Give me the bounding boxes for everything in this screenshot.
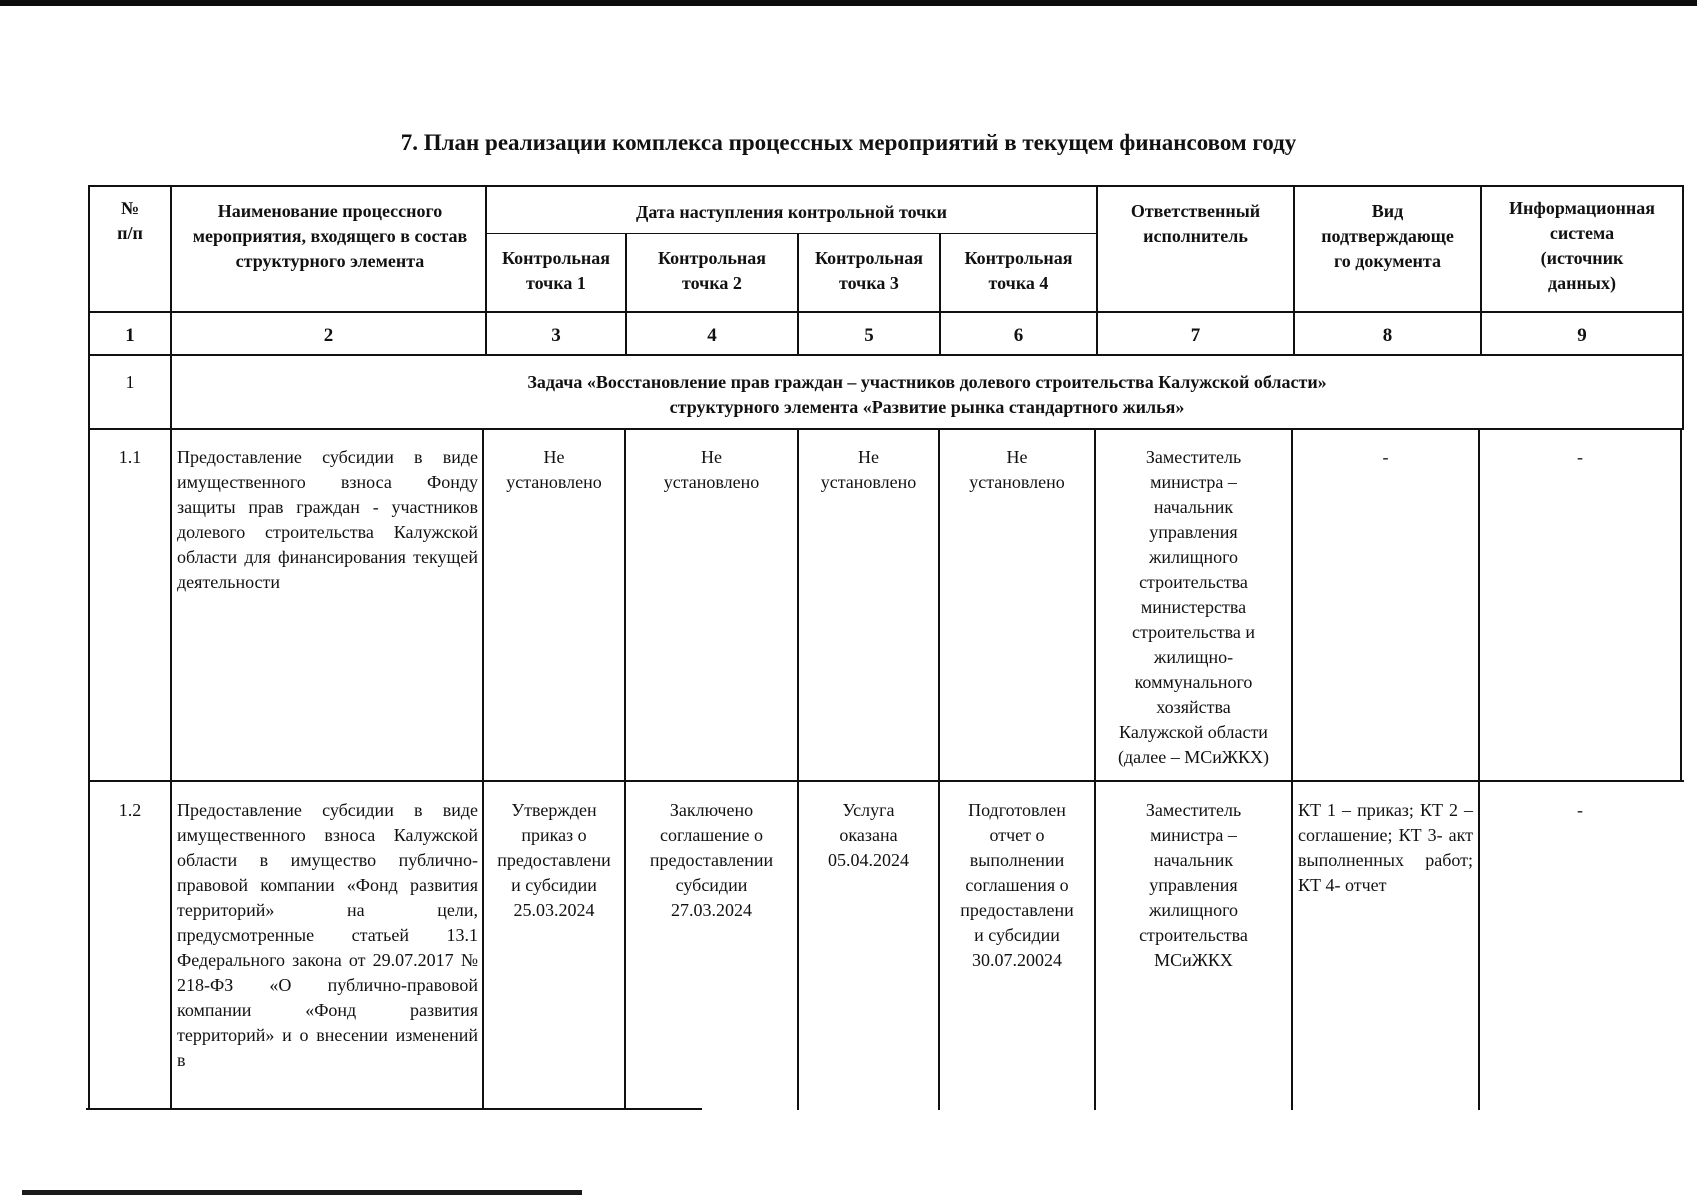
header-information-system: Информационная система (источник данных) [1509, 198, 1655, 293]
responsible-executor: Заместитель министра – начальник управления жилищного строительства министерства строительства и жилищно- коммунального хозяйства Калужской области (далее – МСиЖКХ) [1117, 447, 1270, 767]
header-checkpoint-date-group: Дата наступления контрольной точки [635, 202, 948, 222]
column-number: 5 [864, 325, 874, 346]
checkpoint-2-value: Заключено соглашение о предоставлении субсидии 27.03.2024 [649, 800, 774, 920]
row-number: 1.1 [118, 447, 142, 467]
activity-name: Предоставление субсидии в виде имущественного взноса Фонду защиты прав граждан - участников долевого строительства Калужской области для финансирования текущей деятельности [177, 447, 478, 592]
header-responsible: Ответственный исполнитель [1130, 201, 1261, 246]
column-number: 9 [1577, 325, 1587, 346]
column-number: 2 [323, 325, 334, 346]
column-number: 1 [125, 325, 135, 346]
table-rule [624, 428, 626, 1110]
table-rule [1680, 428, 1682, 780]
task-number: 1 [125, 372, 135, 392]
column-number: 8 [1382, 325, 1393, 346]
document-type: КТ 1 – приказ; КТ 2 – соглашение; КТ 3- акт выполненных работ; КТ 4- отчет [1298, 800, 1473, 895]
table-rule [485, 233, 1096, 234]
table-rule [1682, 185, 1684, 428]
table-rule [88, 428, 1684, 430]
checkpoint-4-value: Не установлено [969, 447, 1065, 492]
header-checkpoint-4: Контрольная точка 4 [964, 248, 1073, 293]
header-checkpoint-2: Контрольная точка 2 [657, 248, 767, 293]
checkpoint-1-value: Утвержден приказ о предоставлени и субсидии 25.03.2024 [497, 800, 611, 920]
column-number: 6 [1013, 325, 1024, 346]
checkpoint-3-value: Услуга оказана 05.04.2024 [828, 800, 909, 870]
table-rule [88, 311, 1684, 313]
information-system: - [1577, 800, 1583, 820]
checkpoint-2-value: Не установлено [663, 447, 760, 492]
header-document-type: Вид подтверждающе го документа [1321, 201, 1454, 271]
table-rule [938, 428, 940, 1110]
table-rule [88, 185, 1684, 187]
table-rule [1478, 428, 1480, 1110]
row-number: 1.2 [118, 800, 142, 820]
header-checkpoint-1: Контрольная точка 1 [501, 248, 611, 293]
activity-name: Предоставление субсидии в виде имущественного взноса Калужской области в имущество публично-правовой компании «Фонд развития территорий» на цели, предусмотренные статьей 13.1 Федерального закона от 29.07.2017 № 218-ФЗ «О публично-правовой компании «Фонд развития территорий» и о внесении изменений в [177, 800, 478, 1070]
table-rule [86, 1108, 702, 1110]
information-system: - [1577, 447, 1583, 467]
table-rule [797, 428, 799, 1110]
responsible-executor: Заместитель министра – начальник управления жилищного строительства МСиЖКХ [1139, 800, 1248, 970]
column-number: 7 [1190, 325, 1201, 346]
table-rule [482, 428, 484, 1110]
checkpoint-4-value: Подготовлен отчет о выполнении соглашения о предоставлени и субсидии 30.07.20024 [960, 800, 1074, 970]
header-checkpoint-3: Контрольная точка 3 [814, 248, 924, 293]
header-row-number: № п/п [117, 198, 143, 243]
task-title: Задача «Восстановление прав граждан – участников долевого строительства Калужской области» структурного элемента «Развитие рынка стандартного жилья» [527, 372, 1327, 417]
column-number: 3 [551, 325, 561, 346]
header-activity-name: Наименование процессного мероприятия, входящего в состав структурного элемента [192, 201, 468, 271]
table-rule [1291, 428, 1293, 1110]
page-title: 7. План реализации комплекса процессных мероприятий в текущем финансовом году [400, 130, 1297, 155]
document-type: - [1382, 447, 1389, 467]
checkpoint-1-value: Не установлено [506, 447, 602, 492]
column-number: 4 [707, 325, 717, 346]
scan-bottom-edge [22, 1190, 582, 1195]
checkpoint-3-value: Не установлено [820, 447, 917, 492]
table-rule [88, 354, 1684, 356]
table-rule [88, 780, 1684, 782]
